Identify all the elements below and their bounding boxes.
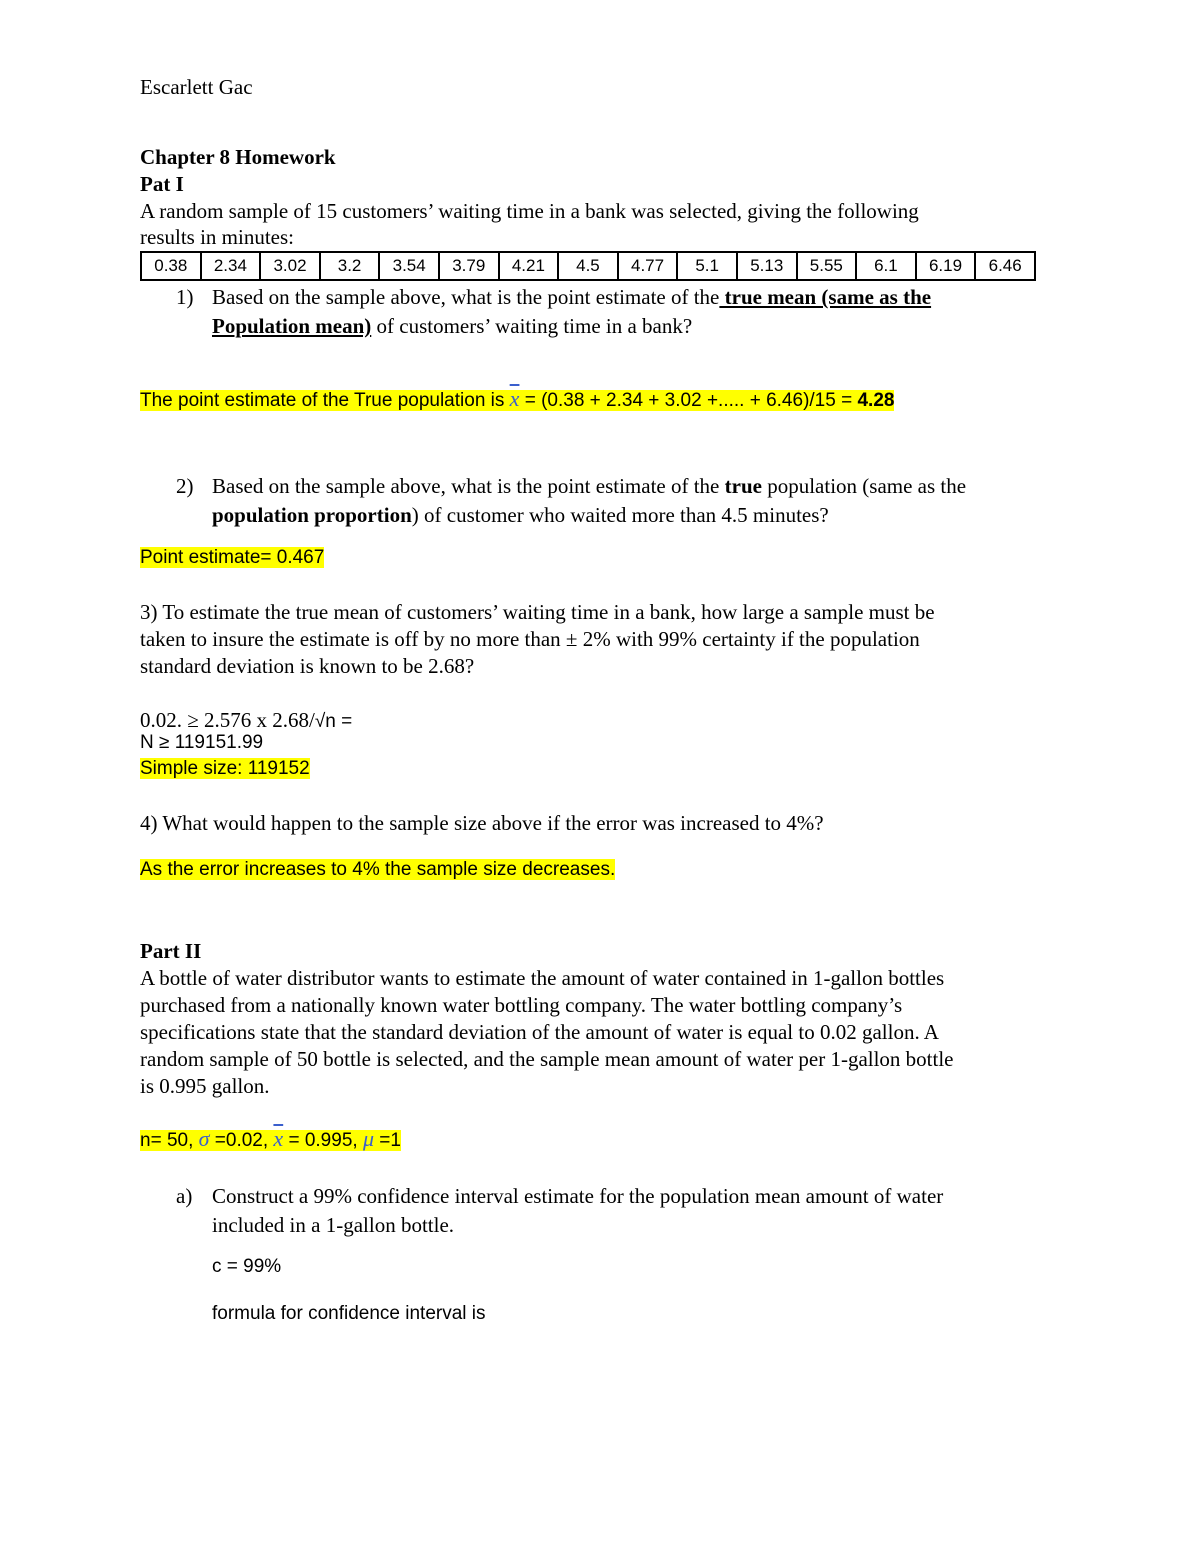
answer4-text: As the error increases to 4% the sample size decreases.	[140, 859, 616, 880]
sample-cell: 2.34	[201, 252, 261, 280]
qa-confidence-level: c = 99%	[212, 1256, 282, 1277]
answer3-text-b: √n =	[314, 711, 353, 732]
samples-row	[141, 252, 1035, 280]
answer1-highlight	[140, 386, 895, 411]
part2-para-line4: random sample of 50 bottle is selected, and the sample mean amount of water per 1-gallon bottle	[140, 1047, 954, 1071]
q3-line1: 3) To estimate the true mean of customers’ waiting time in a bank, how large a sample must be	[140, 600, 935, 624]
sample-cell: 6.19	[916, 252, 976, 280]
mu-symbol: μ	[362, 1126, 374, 1151]
answer1-result: 4.28	[857, 390, 895, 411]
answer3-line3	[140, 756, 310, 782]
part1-heading: Pat I	[140, 172, 184, 196]
sample-cell: 3.2	[320, 252, 380, 280]
sample-cell: 3.54	[379, 252, 439, 280]
q3-line2: taken to insure the estimate is off by no more than ± 2% with 99% certainty if the population	[140, 627, 920, 651]
xbar-symbol: $\overline{x}$	[273, 1126, 284, 1151]
sample-cell: 4.5	[558, 252, 618, 280]
given-n: n= 50,	[140, 1130, 199, 1151]
xbar-symbol: $\overline{x}$	[509, 386, 520, 411]
part2-para-line1: A bottle of water distributor wants to estimate the amount of water contained in 1-gallon bottles	[140, 966, 945, 990]
q1-number: 1)	[176, 285, 194, 309]
given-sigma: =0.02,	[209, 1130, 274, 1151]
sample-cell: 0.38	[141, 252, 201, 280]
q1-text-c: Population mean)	[212, 314, 372, 338]
answer3-line2: N ≥ 119151.99	[140, 732, 264, 753]
q1-text-d: of customers’ waiting time in a bank?	[371, 314, 693, 338]
samples-table	[140, 251, 1036, 281]
part1-intro-line2: results in minutes:	[140, 225, 294, 249]
qa-number: a)	[176, 1184, 193, 1208]
part2-para-line5: is 0.995 gallon.	[140, 1074, 270, 1098]
answer2	[140, 545, 324, 571]
given-highlight	[140, 1126, 401, 1151]
given-mu: =1	[374, 1130, 401, 1151]
q1-text-a: Based on the sample above, what is the point estimate of the	[212, 285, 720, 309]
author-name: Escarlett Gac	[140, 75, 253, 99]
part1-intro-line1: A random sample of 15 customers’ waiting time in a bank was selected, giving the following	[140, 199, 919, 223]
qa-line1: Construct a 99% confidence interval estimate for the population mean amount of water	[212, 1184, 944, 1208]
sample-cell: 5.55	[797, 252, 857, 280]
q1-line2	[212, 311, 1072, 341]
part2-para-line2: purchased from a nationally known water bottling company. The water bottling company’s	[140, 993, 903, 1017]
sample-cell: 5.13	[737, 252, 797, 280]
sample-cell: 6.1	[856, 252, 916, 280]
sample-cell: 3.02	[260, 252, 320, 280]
q3-line3: standard deviation is known to be 2.68?	[140, 654, 475, 678]
given-values	[140, 1126, 401, 1154]
answer2-text: Point estimate= 0.467	[140, 547, 325, 568]
given-xbar: = 0.995,	[283, 1130, 363, 1151]
sample-cell: 5.1	[677, 252, 737, 280]
answer4	[140, 857, 615, 883]
qa-formula-text: formula for confidence interval is	[212, 1303, 486, 1324]
answer3-highlight: Simple size: 119152	[140, 758, 310, 779]
q2-text-d: population proportion	[212, 503, 412, 527]
sample-cell: 4.21	[499, 252, 559, 280]
sample-cell: 3.79	[439, 252, 499, 280]
q1-text-b: true mean (same as the	[719, 285, 932, 309]
part2-para-line3: specifications state that the standard deviation of the amount of water is equal to 0.02 gallon. A	[140, 1020, 939, 1044]
q2-number: 2)	[176, 474, 194, 498]
answer1-prefix: The point estimate of the True population is	[140, 390, 510, 411]
qa-line2: included in a 1-gallon bottle.	[212, 1213, 455, 1237]
sigma-symbol: σ	[198, 1126, 210, 1151]
sample-cell: 4.77	[618, 252, 678, 280]
q2-text-a: Based on the sample above, what is the point estimate of the	[212, 474, 725, 498]
sample-cell: 6.46	[975, 252, 1035, 280]
answer1-middle: = (0.38 + 2.34 + 3.02 +..... + 6.46)/15 =	[519, 390, 858, 411]
q2-line1	[212, 471, 1072, 501]
page-title: Chapter 8 Homework	[140, 145, 336, 169]
q2-text-e: ) of customer who waited more than 4.5 minutes?	[411, 503, 829, 527]
answer3-text-a: 0.02. ≥ 2.576 x 2.68/	[140, 708, 315, 732]
answer1	[140, 386, 894, 414]
q4-text: 4) What would happen to the sample size above if the error was increased to 4%?	[140, 811, 824, 835]
q1-line1	[212, 282, 1072, 312]
q2-line2	[212, 500, 1072, 530]
q2-text-b: true	[724, 474, 762, 498]
q2-text-c: population (same as the	[761, 474, 967, 498]
part2-heading: Part II	[140, 939, 202, 963]
